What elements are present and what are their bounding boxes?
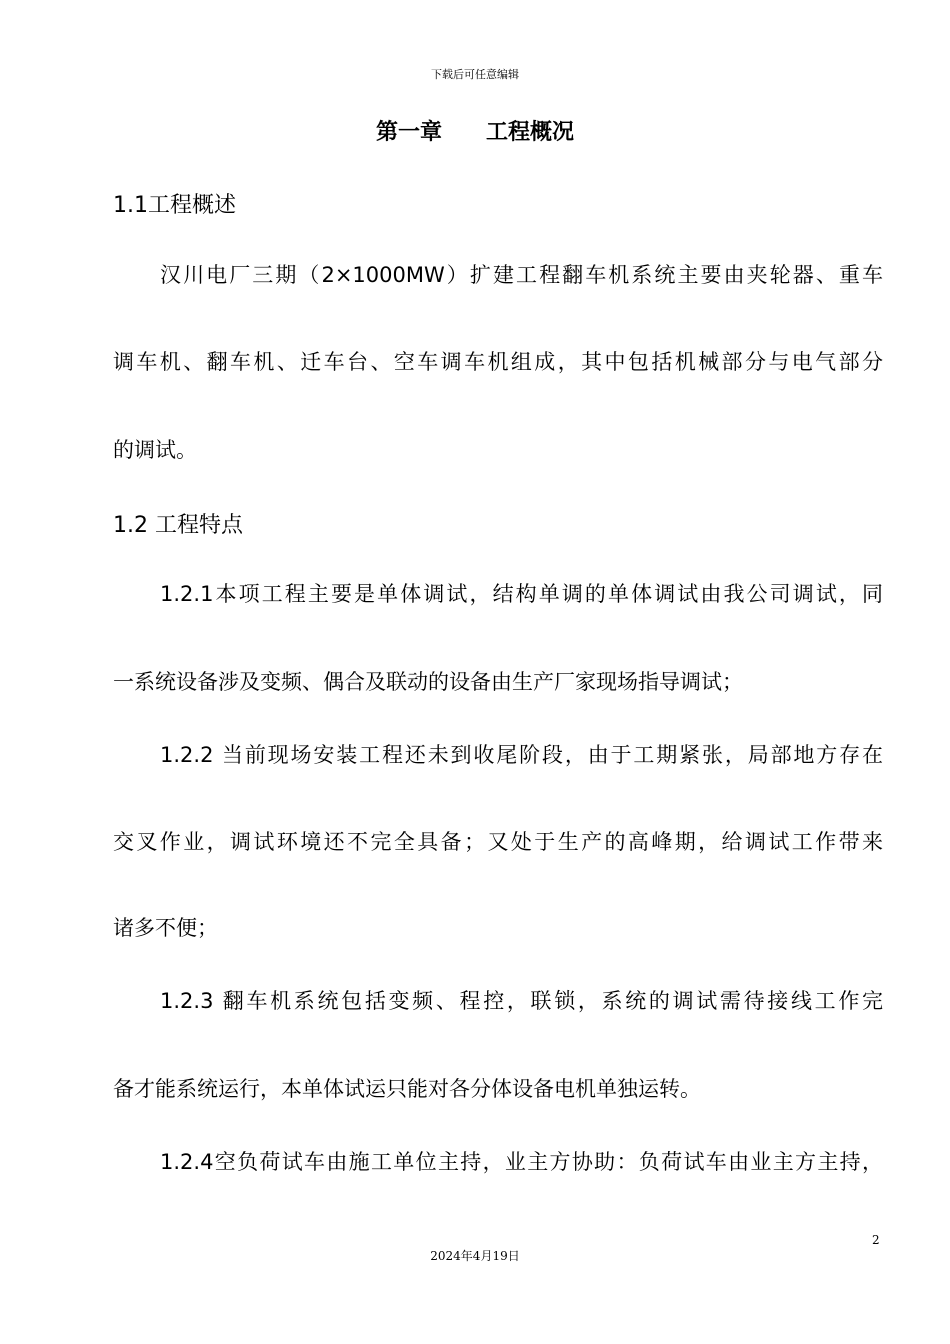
footer-date: 2024年4月19日 bbox=[430, 1249, 520, 1263]
chapter-title: 第一章 工程概况 bbox=[375, 120, 574, 145]
section-heading-1-2: 1.2 工程特点 bbox=[113, 513, 243, 538]
paragraph-line: 诸多不便； bbox=[113, 916, 218, 940]
page-number: 2 bbox=[872, 1233, 880, 1247]
paragraph-line: 的调试。 bbox=[113, 438, 197, 462]
paragraph-line: 一系统设备涉及变频、偶合及联动的设备由生产厂家现场指导调试； bbox=[113, 670, 743, 694]
paragraph-line: 1.2.4空负荷试车由施工单位主持，业主方协助：负荷试车由业主方主持， bbox=[160, 1150, 883, 1174]
paragraph-line: 1.2.3 翻车机系统包括变频、程控，联锁，系统的调试需待接线工作完 bbox=[160, 989, 883, 1013]
paragraph-line: 调车机、翻车机、迁车台、空车调车机组成，其中包括机械部分与电气部分 bbox=[113, 350, 883, 374]
section-heading-1-1: 1.1工程概述 bbox=[113, 193, 236, 218]
paragraph-line: 交叉作业，调试环境还不完全具备；又处于生产的高峰期，给调试工作带来 bbox=[113, 830, 883, 854]
paragraph-line: 汉川电厂三期（2×1000MW）扩建工程翻车机系统主要由夹轮器、重车 bbox=[160, 263, 883, 287]
paragraph-line: 备才能系统运行，本单体试运只能对各分体设备电机单独运转。 bbox=[113, 1077, 701, 1101]
paragraph-line: 1.2.1本项工程主要是单体调试，结构单调的单体调试由我公司调试，同 bbox=[160, 582, 883, 606]
header-note: 下载后可任意编辑 bbox=[431, 68, 519, 81]
paragraph-line: 1.2.2 当前现场安装工程还未到收尾阶段，由于工期紧张，局部地方存在 bbox=[160, 743, 883, 767]
